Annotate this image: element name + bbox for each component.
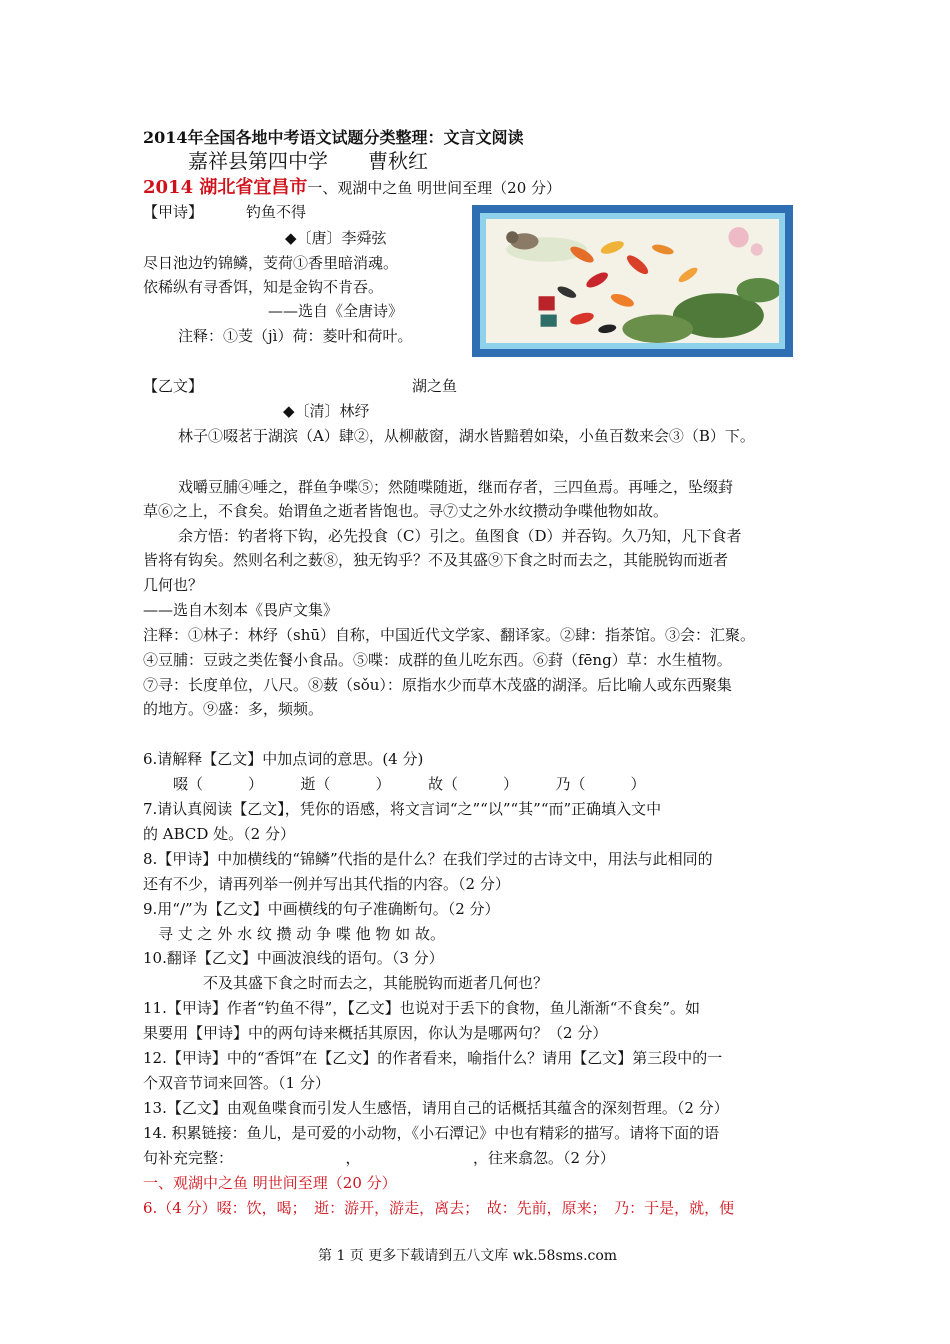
province-label: 2014 湖北省宜昌市 [143, 177, 308, 198]
question-line: 11.【甲诗】作者“钓鱼不得”，【乙文】也说对于丢下的食物，鱼儿渐渐“不食矣”。如 [143, 999, 701, 1017]
question-line: 8.【甲诗】中加横线的“锦鳞”代指的是什么？在我们学过的古诗文中，用法与此相同的 [143, 850, 713, 868]
fish-painting [472, 205, 793, 357]
prose-note: 的地方。⑨盛：多，频频。 [143, 700, 324, 718]
fish-painting-image [486, 219, 779, 343]
question-line: 啜（ ） 逝（ ） 故（ ） 乃（ ） [143, 775, 646, 793]
prose-paragraph: 几何也？ [143, 576, 204, 594]
prose-paragraph: 余方悟：钓者将下钩，必先投食（C）引之。鱼图食（D）并吞钩。久乃知，凡下食者 [178, 527, 742, 545]
question-line: 果要用【甲诗】中的两句诗来概括其原因，你认为是哪两句？（2 分） [143, 1024, 608, 1042]
question-line: 还有不少，请再列举一例并写出其代指的内容。（2 分） [143, 875, 510, 893]
prose-paragraph: 林子①啜茗于湖滨（A）肆②，从柳蔽窗，湖水皆黯碧如染，小鱼百数来会③（B）下。 [178, 427, 755, 445]
section-heading [143, 177, 561, 199]
prose-note: ④豆脯：豆豉之类佐餐小食品。⑤喋：成群的鱼儿吃东西。⑥葑（fēng）草：水生植物。 [143, 651, 732, 669]
question-line: 13.【乙文】由观鱼喋食而引发人生感悟，请用自己的话概括其蕴含的深刻哲理。（2 分） [143, 1099, 729, 1117]
poem-line: 依稀纵有寻香饵，知是金钩不肯吞。 [143, 278, 384, 296]
doc-title: 2014年全国各地中考语文试题分类整理：文言文阅读 [143, 128, 524, 147]
prose-title: 湖之鱼 [412, 377, 458, 395]
question-line: 个双音节词来回答。（1 分） [143, 1074, 330, 1092]
question-line: 10.翻译【乙文】中画波浪线的语句。（3 分） [143, 949, 444, 967]
prose-paragraph: 戏嚼豆脯④唾之，群鱼争喋⑤；然随喋随逝，继而存者，三四鱼焉。再唾之，坠缀葑 [178, 478, 734, 496]
prose-note: 注释：①林子：林纾（shū）自称，中国近代文学家、翻译家。②肆：指茶馆。③会：汇聚。 [143, 626, 756, 644]
section-title: 一、观湖中之鱼 明世间至理（20 分） [307, 179, 561, 197]
question-line: 6.请解释【乙文】中加点词的意思。(4 分) [143, 750, 424, 768]
question-line: 不及其盛下食之时而去之，其能脱钩而逝者几何也？ [143, 974, 549, 992]
author-line: 嘉祥县第四中学 曹秋红 [188, 149, 428, 173]
prose-label: 【乙文】 [143, 377, 204, 395]
poem-author: ◆〔唐〕李舜弦 [285, 229, 387, 247]
poem-note: 注释：①芰（jì）荷：菱叶和荷叶。 [178, 327, 413, 345]
question-line: 12.【甲诗】中的“香饵”在【乙文】的作者看来，喻指什么？请用【乙文】第三段中的一 [143, 1049, 723, 1067]
poem-source: ——选自《全唐诗》 [268, 302, 404, 320]
question-line: 14. 积累链接：鱼儿，是可爱的小动物，《小石潭记》中也有精彩的描写。请将下面的语 [143, 1124, 720, 1142]
prose-note: ⑦寻：长度单位，八尺。⑧薮（sǒu）：原指水少而草木茂盛的湖泽。后比喻人或东西聚集 [143, 676, 732, 694]
question-line: 句补充完整： ， ，往来翕忽。（2 分） [143, 1149, 615, 1167]
prose-author: ◆〔清〕林纾 [283, 402, 370, 420]
page-footer: 第 1 页 更多下载请到五八文库 wk.58sms.com [318, 1248, 618, 1264]
question-line: 寻 丈 之 外 水 纹 攒 动 争 喋 他 物 如 故。 [143, 925, 445, 943]
answer-line: 6.（4 分）啜：饮，喝； 逝：游开，游走，离去； 故：先前，原来； 乃：于是，就，便 [143, 1199, 735, 1217]
prose-paragraph: 皆将有钩矣。然则名利之薮⑧，独无钩乎？不及其盛⑨下食之时而去之，其能脱钩而逝者 [143, 551, 729, 569]
answer-title: 一、观湖中之鱼 明世间至理（20 分） [143, 1174, 397, 1192]
prose-source: ——选自木刻本《畏庐文集》 [143, 601, 339, 619]
question-line: 9.用“/”为【乙文】中画横线的句子准确断句。（2 分） [143, 900, 500, 918]
question-line: 的 ABCD 处。（2 分） [143, 825, 295, 843]
poem-line: 尽日池边钓锦鳞，芰荷①香里暗消魂。 [143, 254, 399, 272]
question-line: 7.请认真阅读【乙文】，凭你的语感，将文言词“之”“以”“其”“而”正确填入文中 [143, 800, 662, 818]
poem-label: 【甲诗】 [143, 203, 204, 221]
poem-title: 钓鱼不得 [246, 203, 307, 221]
prose-paragraph: 草⑥之上，不食矣。始谓鱼之逝者皆饱也。寻⑦丈之外水纹攒动争喋他物如故。 [143, 502, 669, 520]
